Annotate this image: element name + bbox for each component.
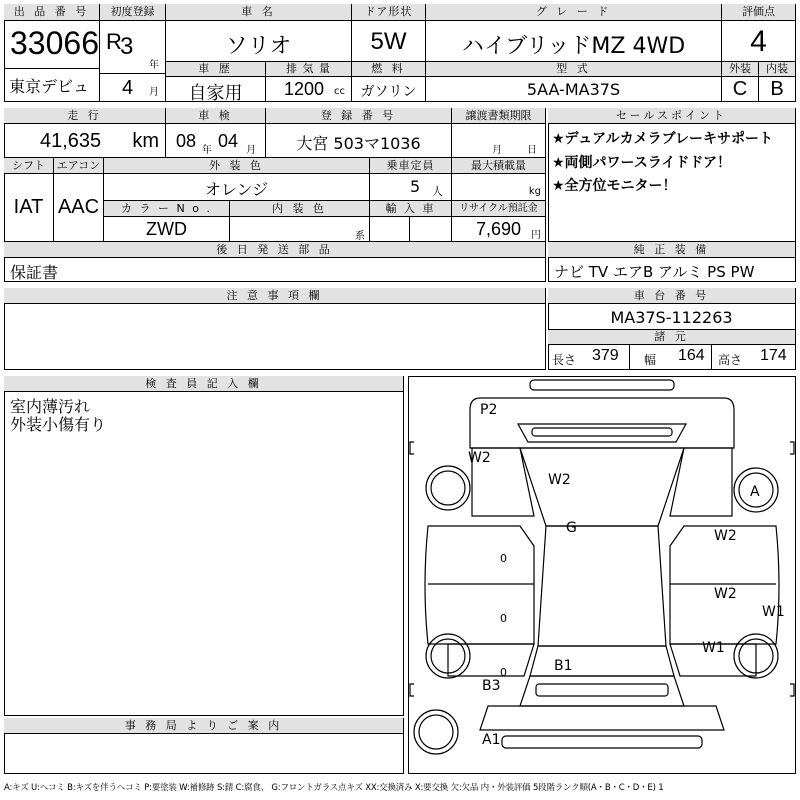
interior-grade-cell — [759, 77, 796, 102]
exterior-grade-label: 外装 — [722, 62, 759, 77]
dims-label: 諸 元 — [548, 330, 796, 345]
inspector-line: 室内薄汚れ — [10, 397, 91, 416]
exterior-grade-cell — [722, 77, 759, 102]
chassis-value-cell — [548, 304, 796, 330]
grade-cell — [426, 21, 722, 62]
month-unit: 月 — [149, 87, 159, 98]
inspection-month: 04 — [218, 131, 239, 151]
car-name-label: 車 名 — [166, 4, 352, 21]
ext-color: オレンジ — [204, 180, 269, 199]
left-side — [425, 526, 534, 644]
rear-body — [470, 398, 734, 448]
mileage-cell — [4, 124, 166, 158]
model-cell — [426, 77, 722, 102]
interior-grade-label: 内装 — [759, 62, 796, 77]
footer-legend: A:キズ U:ヘコミ B:キズを伴うヘコミ P:要塗装 W:補修跡 S:錆 C:腐食、 G:フロントガラス点キズ XX:交換済み X:要交換 欠:欠品 内・外装評価 5段階ランク順(A・B・C・D・E) 1 — [4, 783, 664, 793]
score: 4 — [750, 25, 767, 58]
spare-wheel — [414, 710, 458, 754]
plate-number: 大宮 503マ1036 — [296, 134, 421, 153]
reg-year: 3 — [120, 33, 134, 60]
rear-left-wheel — [426, 466, 470, 510]
sales-point-item: ★全方位モニター！ — [552, 178, 677, 194]
car-name: ソリオ — [225, 34, 292, 59]
equipment-label: 純 正 装 備 — [548, 242, 796, 258]
car-name-cell — [166, 21, 352, 62]
damage-mark-w2: W2 — [468, 450, 491, 466]
equipment-value: ナビ TV エアB アルミ PS PW — [554, 263, 755, 281]
model: 5AA-MA37S — [526, 80, 621, 99]
ext-color-label: 外 装 色 — [104, 158, 370, 174]
hood — [520, 676, 684, 706]
mileage-unit: km — [132, 130, 159, 152]
inspector-label: 検 査 員 記 入 欄 — [4, 376, 404, 392]
inspection-year: 08 — [176, 131, 197, 151]
damage-mark-w2: W2 — [548, 472, 571, 488]
damage-mark-zero: 0 — [500, 666, 507, 679]
body-center — [538, 526, 666, 646]
shift-label: シフト — [4, 158, 54, 174]
damage-mark-a1: A1 — [482, 732, 501, 748]
inspection-year-unit: 年 — [202, 145, 212, 156]
damage-mark-w1: W1 — [762, 604, 785, 620]
damage-mark-p2: P2 — [480, 402, 498, 418]
door-label: ドア形状 — [352, 4, 426, 21]
color-no: ZWD — [146, 219, 187, 239]
ac-cell — [54, 174, 104, 242]
length-cell — [548, 345, 630, 370]
interior-grade: B — [770, 78, 784, 100]
venue-cell — [4, 69, 100, 102]
damage-mark-w1: W1 — [702, 640, 725, 656]
color-no-cell — [104, 217, 230, 242]
import-label: 輸 入 車 — [370, 201, 452, 217]
width: 164 — [678, 347, 705, 364]
displacement: 1200 — [284, 79, 325, 99]
office-label: 事 務 局 よ り ご 案 内 — [4, 718, 404, 734]
capacity: 5 — [410, 177, 421, 196]
fuel-cell — [352, 77, 426, 102]
first-reg-label: 初度登録 — [100, 4, 166, 21]
recycle-cell — [452, 217, 546, 242]
load-label: 最大積載量 — [452, 158, 546, 174]
notes-label: 注 意 事 項 欄 — [4, 288, 546, 304]
length-label: 長さ — [552, 353, 577, 367]
capacity-unit: 人 — [432, 185, 443, 198]
damage-mark-zero: 0 — [500, 552, 507, 565]
lot-number-label: 出 品 番 号 — [4, 4, 100, 21]
auction-venue: 東京デビュ — [9, 77, 90, 96]
rear-bumper — [530, 380, 674, 390]
ac: AAC — [57, 196, 100, 218]
model-label: 型 式 — [426, 62, 722, 77]
int-color-label: 内 装 色 — [230, 201, 370, 217]
damage-mark-g: G — [566, 520, 577, 536]
mileage-label: 走 行 — [4, 108, 166, 124]
recycle-unit: 円 — [531, 230, 541, 241]
car-diagram — [408, 376, 796, 774]
damage-mark-w2: W2 — [714, 528, 737, 544]
sales-points-label: セールスポイント — [548, 108, 796, 124]
width-cell — [630, 345, 712, 370]
exterior-grade: C — [732, 78, 748, 100]
width-label: 幅 — [644, 353, 657, 367]
roof — [520, 448, 684, 526]
era-prefix: R — [106, 29, 122, 54]
first-reg-year-cell — [100, 21, 166, 74]
inspection-cell — [166, 124, 266, 158]
int-color-unit: 系 — [355, 231, 365, 242]
fuel-label: 燃 料 — [352, 62, 426, 77]
height-label: 高さ — [718, 353, 743, 367]
recycle-amount: 7,690 — [476, 219, 522, 239]
grade-label: グ レ ー ド — [426, 4, 722, 21]
inspection-label: 車 検 — [166, 108, 266, 124]
capacity-cell — [370, 174, 452, 201]
plate-label: 登 録 番 号 — [266, 108, 452, 124]
shift-cell — [4, 174, 54, 242]
year-unit: 年 — [149, 60, 159, 71]
damage-mark-b1: B1 — [554, 658, 573, 674]
import-sub-divider — [370, 217, 410, 242]
capacity-label: 乗車定員 — [370, 158, 452, 174]
ac-label: エアコン — [54, 158, 104, 174]
front-bumper — [480, 706, 724, 730]
int-color-cell — [230, 217, 370, 242]
lot-number: 33066 — [10, 25, 99, 61]
lot-number-cell — [4, 21, 100, 69]
history-label: 車 歴 — [166, 62, 266, 77]
fuel: ガソリン — [360, 84, 417, 100]
history: 自家用 — [188, 83, 243, 102]
mileage: 41,635 — [40, 130, 102, 152]
door-cell — [352, 21, 426, 62]
shift: IAT — [13, 196, 44, 218]
inspection-month-unit: 月 — [246, 145, 256, 156]
transfer-month-unit: 月 — [492, 145, 502, 156]
sales-point-item: ★両側パワースライドドア！ — [552, 155, 732, 171]
door-type: 5W — [370, 28, 407, 55]
load-cell — [452, 174, 546, 201]
transfer-cell — [452, 124, 546, 158]
color-no-label: カ ラ ー N o . — [104, 201, 230, 217]
first-reg-month-cell — [100, 74, 166, 102]
transfer-label: 譲渡書類期限 — [452, 108, 546, 124]
transfer-day-unit: 日 — [527, 145, 537, 156]
inspector-line: 外装小傷有り — [10, 415, 107, 434]
score-label: 評価点 — [722, 4, 796, 21]
damage-mark-a: A — [750, 484, 760, 500]
plate-cell — [266, 124, 452, 158]
sales-point-item: ★デュアルカメラブレーキサポート — [552, 131, 774, 147]
grade: ハイブリッドMZ 4WD — [461, 34, 686, 59]
height: 174 — [760, 347, 787, 364]
accessories-value: 保証書 — [10, 263, 59, 282]
damage-mark-b3: B3 — [482, 678, 501, 694]
load-unit: kg — [528, 186, 541, 197]
displacement-unit: cc — [334, 86, 345, 97]
chassis-label: 車 台 番 号 — [548, 288, 796, 304]
history-cell — [166, 77, 266, 102]
accessories-label: 後 日 発 送 部 品 — [4, 242, 546, 258]
recycle-label: リサイクル預託金 — [452, 201, 546, 217]
displacement-cell — [266, 77, 352, 102]
damage-mark-w2: W2 — [714, 586, 737, 602]
ext-color-cell — [104, 174, 370, 201]
damage-mark-zero: 0 — [500, 612, 507, 625]
reg-month: 4 — [122, 77, 134, 99]
chassis-number: MA37S-112263 — [610, 308, 733, 327]
height-cell — [712, 345, 796, 370]
score-cell — [722, 21, 796, 62]
displacement-label: 排 気 量 — [266, 62, 352, 77]
length: 379 — [592, 347, 619, 364]
